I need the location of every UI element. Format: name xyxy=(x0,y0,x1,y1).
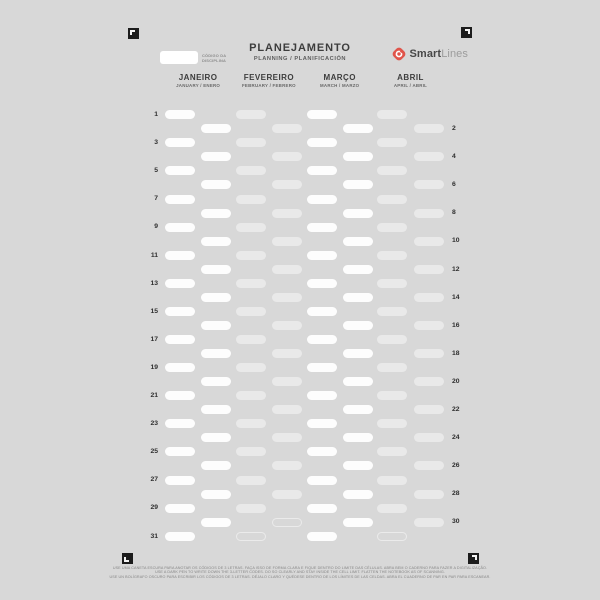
day-number-31: 31 xyxy=(150,532,158,540)
day-cell-janeiro-4[interactable] xyxy=(201,152,231,161)
day-cell-marco-13[interactable] xyxy=(307,279,337,288)
day-cell-abril-19[interactable] xyxy=(377,363,407,372)
day-number-30: 30 xyxy=(452,518,460,526)
page-subtitle: PLANNING / PLANIFICACIÓN xyxy=(253,55,347,62)
day-cell-janeiro-31[interactable] xyxy=(165,532,195,541)
day-number-17: 17 xyxy=(150,335,158,343)
day-cell-abril-16[interactable] xyxy=(414,321,444,330)
day-cell-janeiro-3[interactable] xyxy=(165,138,195,147)
day-cell-marco-2[interactable] xyxy=(343,124,373,133)
day-cell-janeiro-19[interactable] xyxy=(165,363,195,372)
day-cell-janeiro-30[interactable] xyxy=(201,518,231,527)
day-cell-marco-1[interactable] xyxy=(307,110,337,119)
scan-marker-bottom-right-icon xyxy=(468,553,479,564)
day-cell-fevereiro-5[interactable] xyxy=(236,166,266,175)
logo-text-smart: Smart xyxy=(409,48,442,60)
day-cell-marco-30[interactable] xyxy=(343,518,373,527)
day-cell-abril-31 xyxy=(377,532,407,541)
scan-marker-top-right-icon xyxy=(461,27,472,38)
day-cell-fevereiro-13[interactable] xyxy=(236,279,266,288)
day-cell-abril-11[interactable] xyxy=(377,251,407,260)
month-header-abril xyxy=(365,73,457,89)
day-number-19: 19 xyxy=(150,363,158,371)
day-cell-abril-23[interactable] xyxy=(377,419,407,428)
day-cell-abril-5[interactable] xyxy=(377,166,407,175)
day-cell-abril-20[interactable] xyxy=(414,377,444,386)
day-cell-abril-24[interactable] xyxy=(414,433,444,442)
day-cell-fevereiro-23[interactable] xyxy=(236,419,266,428)
month-name-abril: ABRIL xyxy=(397,72,424,82)
day-cell-abril-25[interactable] xyxy=(377,447,407,456)
day-cell-janeiro-7[interactable] xyxy=(165,195,195,204)
header-title-block xyxy=(0,42,600,62)
day-cell-janeiro-21[interactable] xyxy=(165,391,195,400)
day-cell-marco-28[interactable] xyxy=(343,490,373,499)
day-number-13: 13 xyxy=(150,279,158,287)
day-cell-janeiro-15[interactable] xyxy=(165,307,195,316)
day-cell-abril-6[interactable] xyxy=(414,180,444,189)
day-number-23: 23 xyxy=(150,420,158,428)
day-cell-janeiro-10[interactable] xyxy=(201,237,231,246)
month-subtitle-janeiro: JANUARY / ENERO xyxy=(176,83,221,89)
day-cell-fevereiro-11[interactable] xyxy=(236,251,266,260)
day-number-16: 16 xyxy=(452,321,460,329)
day-number-28: 28 xyxy=(452,490,460,498)
day-cell-marco-19[interactable] xyxy=(307,363,337,372)
day-cell-janeiro-26[interactable] xyxy=(201,461,231,470)
day-number-1: 1 xyxy=(154,111,158,118)
day-cell-abril-18[interactable] xyxy=(414,349,444,358)
month-subtitle-abril: APRIL / ABRIL xyxy=(393,83,428,89)
day-cell-fevereiro-14[interactable] xyxy=(272,293,302,302)
day-cell-fevereiro-4[interactable] xyxy=(272,152,302,161)
day-number-24: 24 xyxy=(452,434,460,442)
day-cell-marco-5[interactable] xyxy=(307,166,337,175)
day-cell-fevereiro-28[interactable] xyxy=(272,490,302,499)
day-cell-abril-7[interactable] xyxy=(377,195,407,204)
day-cell-marco-23[interactable] xyxy=(307,419,337,428)
day-cell-marco-20[interactable] xyxy=(343,377,373,386)
day-cell-fevereiro-25[interactable] xyxy=(236,447,266,456)
day-number-15: 15 xyxy=(150,307,158,315)
day-cell-janeiro-5[interactable] xyxy=(165,166,195,175)
day-cell-abril-17[interactable] xyxy=(377,335,407,344)
day-cell-abril-22[interactable] xyxy=(414,405,444,414)
scan-marker-top-left-icon xyxy=(128,28,139,39)
day-cell-janeiro-28[interactable] xyxy=(201,490,231,499)
month-name-fevereiro: FEVEREIRO xyxy=(243,72,295,82)
day-cell-fevereiro-30 xyxy=(272,518,302,527)
day-cell-marco-9[interactable] xyxy=(307,223,337,232)
day-cell-marco-8[interactable] xyxy=(343,209,373,218)
day-cell-marco-18[interactable] xyxy=(343,349,373,358)
day-number-12: 12 xyxy=(452,265,460,273)
day-cell-janeiro-20[interactable] xyxy=(201,377,231,386)
day-cell-marco-11[interactable] xyxy=(307,251,337,260)
day-cell-fevereiro-26[interactable] xyxy=(272,461,302,470)
day-number-10: 10 xyxy=(452,237,460,245)
day-cell-janeiro-17[interactable] xyxy=(165,335,195,344)
day-cell-abril-12[interactable] xyxy=(414,265,444,274)
day-cell-marco-16[interactable] xyxy=(343,321,373,330)
month-name-janeiro: JANEIRO xyxy=(178,72,218,82)
day-cell-fevereiro-24[interactable] xyxy=(272,433,302,442)
day-cell-fevereiro-9[interactable] xyxy=(236,223,266,232)
month-subtitle-fevereiro: FEBRUARY / FEBRERO xyxy=(242,83,296,89)
day-cell-abril-29[interactable] xyxy=(377,504,407,513)
day-number-6: 6 xyxy=(452,181,456,189)
day-cell-janeiro-13[interactable] xyxy=(165,279,195,288)
day-cell-abril-10[interactable] xyxy=(414,237,444,246)
day-cell-janeiro-6[interactable] xyxy=(201,180,231,189)
day-cell-marco-6[interactable] xyxy=(343,180,373,189)
day-cell-abril-13[interactable] xyxy=(377,279,407,288)
scan-marker-bottom-left-icon xyxy=(122,553,133,564)
discipline-code-label-line1: CÓDIGO DA xyxy=(202,52,227,58)
day-cell-marco-7[interactable] xyxy=(307,195,337,204)
day-number-11: 11 xyxy=(150,251,158,259)
day-cell-abril-27[interactable] xyxy=(377,476,407,485)
day-cell-fevereiro-17[interactable] xyxy=(236,335,266,344)
instruction-line-pt: USE UMA CANETA ESCURA PARA ANOTAR OS CÓDIGOS DE 3 LETRAS. FAÇA ISSO DE FORMA CLARA E FIQUE DENTRO DO LIMITE DAS CÉLULAS. ABRA BEM O CADERNO PARA FAZER A DIGITALIZAÇÃO. xyxy=(112,565,488,570)
day-number-5: 5 xyxy=(154,167,158,175)
logo-wordmark xyxy=(410,48,468,60)
day-cell-marco-17[interactable] xyxy=(307,335,337,344)
day-cell-marco-12[interactable] xyxy=(343,265,373,274)
day-number-21: 21 xyxy=(150,392,158,399)
day-cell-fevereiro-18[interactable] xyxy=(272,349,302,358)
day-cell-abril-1[interactable] xyxy=(377,110,407,119)
day-cell-abril-9[interactable] xyxy=(377,223,407,232)
day-number-8: 8 xyxy=(452,209,456,217)
day-number-3: 3 xyxy=(154,139,158,147)
day-cell-marco-27[interactable] xyxy=(307,476,337,485)
day-cell-marco-21[interactable] xyxy=(307,391,337,400)
day-cell-fevereiro-29[interactable] xyxy=(236,504,266,513)
day-cell-marco-10[interactable] xyxy=(343,237,373,246)
day-number-25: 25 xyxy=(150,448,158,456)
day-number-22: 22 xyxy=(452,406,460,414)
day-cell-fevereiro-12[interactable] xyxy=(272,265,302,274)
day-cell-janeiro-9[interactable] xyxy=(165,223,195,232)
month-subtitle-marco: MARCH / MARZO xyxy=(320,83,360,89)
day-cell-fevereiro-22[interactable] xyxy=(272,405,302,414)
day-cell-janeiro-24[interactable] xyxy=(201,433,231,442)
day-cell-fevereiro-7[interactable] xyxy=(236,195,266,204)
day-cell-marco-14[interactable] xyxy=(343,293,373,302)
day-cell-janeiro-25[interactable] xyxy=(165,447,195,456)
day-cell-abril-21[interactable] xyxy=(377,391,407,400)
day-number-2: 2 xyxy=(452,125,456,133)
day-number-29: 29 xyxy=(150,504,158,512)
day-cell-marco-15[interactable] xyxy=(307,307,337,316)
day-cell-fevereiro-1[interactable] xyxy=(236,110,266,119)
day-number-18: 18 xyxy=(452,349,460,357)
day-number-20: 20 xyxy=(452,377,460,385)
day-cell-abril-30[interactable] xyxy=(414,518,444,527)
day-cell-abril-3[interactable] xyxy=(377,138,407,147)
day-cell-janeiro-2[interactable] xyxy=(201,124,231,133)
day-cell-marco-22[interactable] xyxy=(343,405,373,414)
day-cell-marco-29[interactable] xyxy=(307,504,337,513)
day-cell-janeiro-22[interactable] xyxy=(201,405,231,414)
day-cell-fevereiro-10[interactable] xyxy=(272,237,302,246)
day-cell-janeiro-23[interactable] xyxy=(165,419,195,428)
day-cell-abril-2[interactable] xyxy=(414,124,444,133)
day-cell-fevereiro-16[interactable] xyxy=(272,321,302,330)
day-cell-janeiro-27[interactable] xyxy=(165,476,195,485)
instruction-line-en: USE A DARK PEN TO WRITE DOWN THE 3-LETTER CODES. DO SO CLEARLY AND STAY INSIDE THE CELL LIMIT. FLATTEN THE NOTEBOOK AS OF SCANNING. xyxy=(155,570,445,575)
day-cell-abril-14[interactable] xyxy=(414,293,444,302)
logo-text-lines: Lines xyxy=(441,48,468,60)
day-cell-fevereiro-27[interactable] xyxy=(236,476,266,485)
day-cell-janeiro-1[interactable] xyxy=(165,110,195,119)
day-number-4: 4 xyxy=(452,153,456,161)
day-cell-marco-24[interactable] xyxy=(343,433,373,442)
day-cell-fevereiro-21[interactable] xyxy=(236,391,266,400)
day-cell-abril-8[interactable] xyxy=(414,209,444,218)
instructions-footer xyxy=(0,566,600,580)
day-cell-abril-28[interactable] xyxy=(414,490,444,499)
day-cell-marco-31[interactable] xyxy=(307,532,337,541)
day-cell-fevereiro-15[interactable] xyxy=(236,307,266,316)
day-cell-marco-25[interactable] xyxy=(307,447,337,456)
day-cell-janeiro-14[interactable] xyxy=(201,293,231,302)
day-cell-marco-26[interactable] xyxy=(343,461,373,470)
day-cell-fevereiro-3[interactable] xyxy=(236,138,266,147)
month-name-marco: MARÇO xyxy=(323,72,356,82)
day-number-27: 27 xyxy=(150,476,158,484)
day-cell-fevereiro-31 xyxy=(236,532,266,541)
day-number-7: 7 xyxy=(154,195,158,203)
day-cell-janeiro-18[interactable] xyxy=(201,349,231,358)
day-number-26: 26 xyxy=(452,462,460,470)
day-cell-marco-3[interactable] xyxy=(307,138,337,147)
day-cell-fevereiro-8[interactable] xyxy=(272,209,302,218)
day-cell-fevereiro-6[interactable] xyxy=(272,180,302,189)
smartlines-swirl-icon xyxy=(391,46,407,62)
instruction-line-es: USE UN BOLÍGRAFO OSCURO PARA ESCRIBIR LOS CÓDIGOS DE 3 LETRAS. DÉJALO CLARO Y QUÉDESE DENTRO DE LOS LÍMITES DE LAS CELDAS. ABRA EL CUADERNO DE PAR EN PAR PARA ESCANEAR. xyxy=(109,574,491,579)
day-cell-janeiro-11[interactable] xyxy=(165,251,195,260)
day-cell-janeiro-12[interactable] xyxy=(201,265,231,274)
day-cell-abril-26[interactable] xyxy=(414,461,444,470)
page-title: PLANEJAMENTO xyxy=(249,42,351,54)
day-cell-janeiro-16[interactable] xyxy=(201,321,231,330)
day-number-9: 9 xyxy=(154,223,158,231)
day-cell-janeiro-8[interactable] xyxy=(201,209,231,218)
day-cell-fevereiro-20[interactable] xyxy=(272,377,302,386)
day-cell-abril-4[interactable] xyxy=(414,152,444,161)
day-cell-fevereiro-19[interactable] xyxy=(236,363,266,372)
discipline-code-label-line2: DISCIPLINA xyxy=(202,57,227,63)
day-cell-abril-15[interactable] xyxy=(377,307,407,316)
smartlines-logo xyxy=(391,46,468,62)
day-cell-marco-4[interactable] xyxy=(343,152,373,161)
day-number-14: 14 xyxy=(452,293,460,301)
day-cell-janeiro-29[interactable] xyxy=(165,504,195,513)
day-cell-fevereiro-2[interactable] xyxy=(272,124,302,133)
